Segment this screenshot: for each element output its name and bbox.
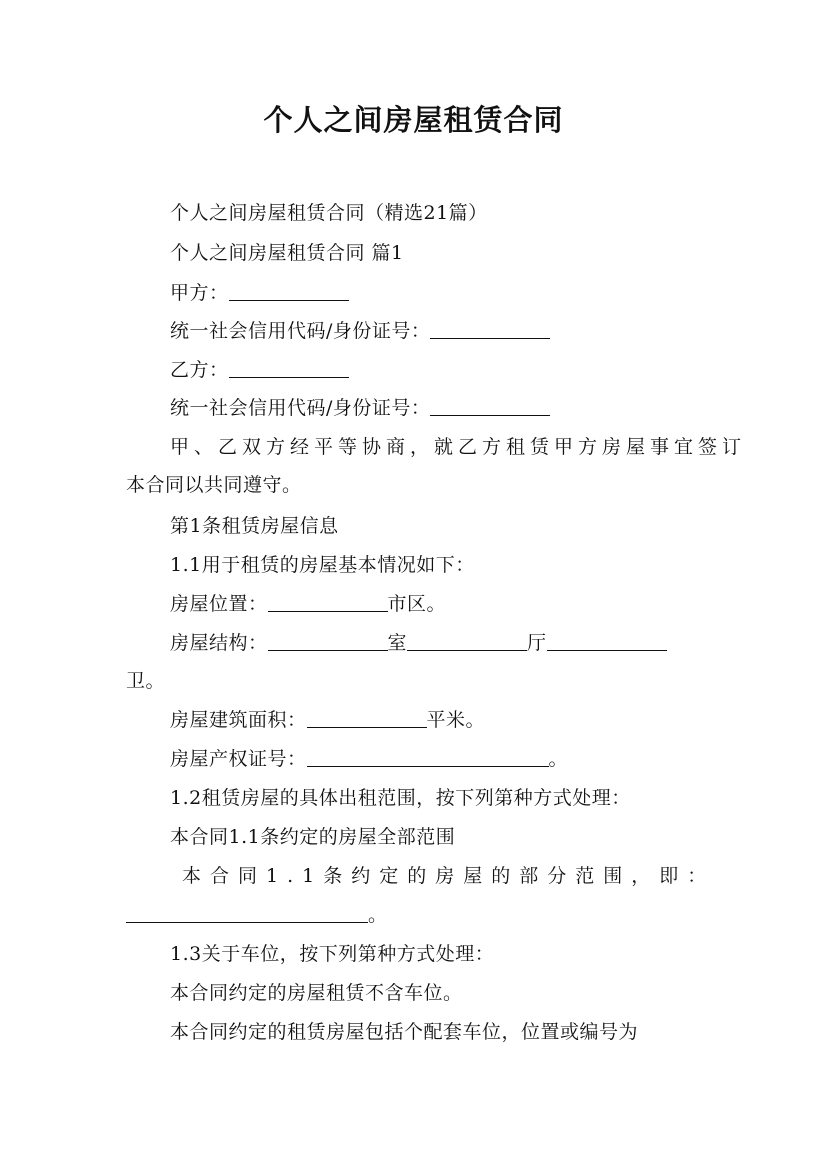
party-a-id-label: 统一社会信用代码/身份证号：	[170, 320, 431, 342]
article-1-heading	[170, 511, 339, 538]
party-a-line	[170, 278, 349, 305]
preamble-text-1: 甲、乙双方经平等协商，就乙方租赁甲方房屋事宜签订	[170, 436, 747, 458]
certificate-blank	[307, 748, 549, 767]
section-heading-text: 个人之间房屋租赁合同 篇1	[170, 242, 404, 264]
option-partial-range-text: 本合同1.1条约定的房屋的部分范围，即：	[182, 865, 716, 887]
certificate-label: 房屋产权证号：	[170, 748, 307, 770]
location-line	[170, 589, 446, 616]
option-no-parking	[170, 978, 463, 1005]
document-title: 个人之间房屋租赁合同	[263, 103, 564, 137]
halls-blank	[407, 632, 527, 651]
preamble-line-1	[170, 432, 746, 459]
area-label: 房屋建筑面积：	[170, 709, 307, 731]
rooms-blank	[268, 632, 388, 651]
area-blank	[307, 709, 427, 728]
baths-unit: 卫。	[126, 670, 166, 692]
partial-range-blank-line	[126, 900, 388, 927]
clause-1-3-text: 1.3关于车位，按下列第种方式处理：	[170, 943, 495, 965]
partial-range-end: 。	[368, 904, 388, 926]
option-no-parking-text: 本合同约定的房屋租赁不含车位。	[170, 982, 463, 1004]
certificate-end: 。	[548, 748, 569, 770]
baths-blank	[547, 632, 667, 651]
option-full-range-text: 本合同1.1条约定的房屋全部范围	[170, 826, 456, 848]
party-b-line	[170, 355, 349, 382]
location-label: 房屋位置：	[170, 593, 268, 615]
preamble-line-2	[126, 470, 302, 497]
party-b-blank	[229, 359, 349, 378]
location-blank	[268, 593, 388, 612]
party-b-id-line	[170, 393, 550, 420]
preamble-text-2: 本合同以共同遵守。	[126, 474, 302, 496]
subtitle-line	[170, 198, 488, 225]
party-b-id-label: 统一社会信用代码/身份证号：	[170, 397, 431, 419]
option-with-parking	[170, 1017, 638, 1044]
party-a-id-blank	[430, 320, 550, 339]
subtitle-text: 个人之间房屋租赁合同（精选21篇）	[170, 202, 488, 224]
area-unit: 平米。	[426, 709, 486, 731]
rooms-unit: 室	[387, 632, 408, 654]
clause-1-1-line	[170, 550, 475, 577]
section-heading	[170, 238, 404, 265]
area-line	[170, 705, 485, 732]
clause-1-1-text: 1.1用于租赁的房屋基本情况如下：	[170, 554, 475, 576]
option-full-range	[170, 822, 455, 849]
structure-line-cont	[126, 666, 165, 693]
partial-range-blank	[126, 904, 368, 923]
clause-1-3-line	[170, 939, 494, 966]
halls-unit: 厅	[527, 632, 547, 654]
certificate-line	[170, 744, 568, 771]
party-a-label: 甲方：	[170, 282, 229, 304]
location-suffix: 市区。	[387, 593, 447, 615]
structure-line	[170, 628, 667, 655]
party-a-blank	[229, 282, 349, 301]
article-1-text: 第1条租赁房屋信息	[170, 515, 339, 537]
clause-1-2-line	[170, 783, 631, 810]
party-b-label: 乙方：	[170, 359, 229, 381]
party-a-id-line	[170, 316, 550, 343]
party-b-id-blank	[430, 397, 550, 416]
option-with-parking-text: 本合同约定的租赁房屋包括个配套车位，位置或编号为	[170, 1021, 639, 1043]
structure-label: 房屋结构：	[170, 632, 268, 654]
option-partial-range	[182, 861, 715, 888]
clause-1-2-text: 1.2租赁房屋的具体出租范围，按下列第种方式处理：	[170, 787, 631, 809]
